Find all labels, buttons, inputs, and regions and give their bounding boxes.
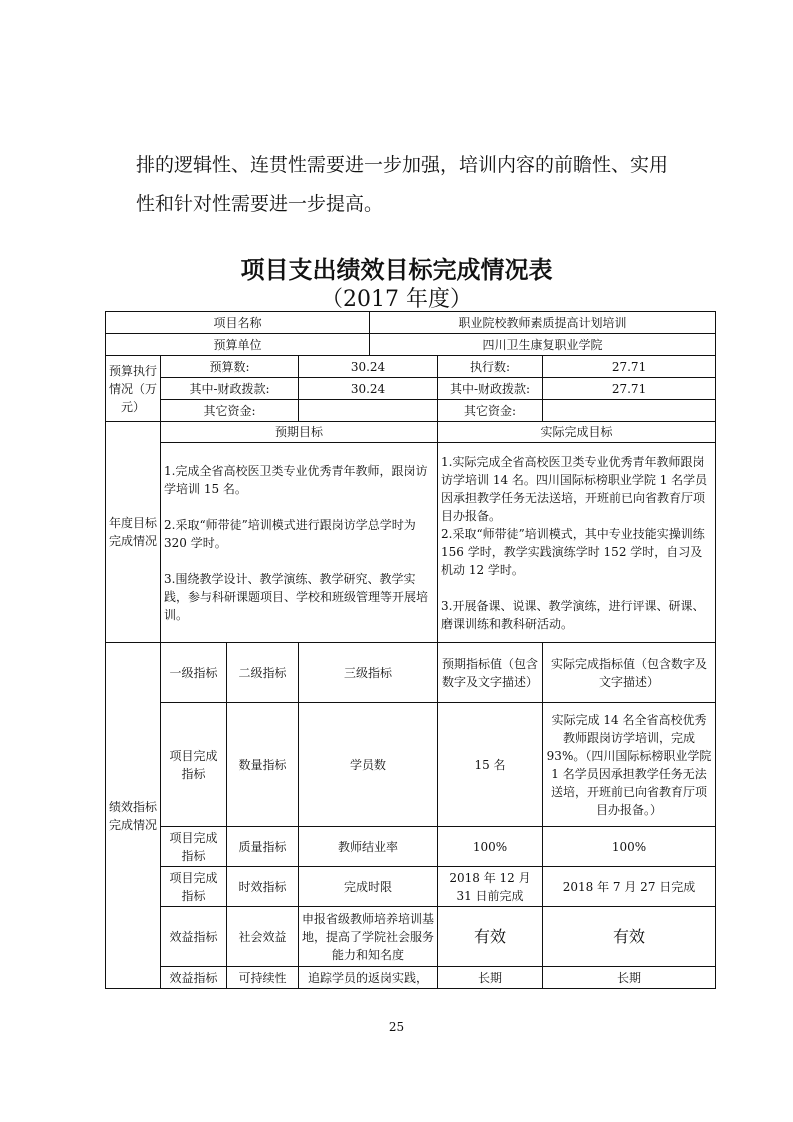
budget-unit-row [106, 334, 716, 356]
level3-cell: 教师结业率 [299, 827, 438, 867]
expected-goal-header: 预期目标 [161, 422, 438, 443]
expected-value-cell: 长期 [438, 967, 543, 989]
performance-table [105, 311, 716, 989]
page-number: 25 [388, 1020, 405, 1034]
exec-label: 执行数: [438, 356, 543, 378]
level2-cell: 时效指标 [227, 867, 299, 907]
budget-unit-label: 预算单位 [106, 334, 370, 356]
level1-cell: 效益指标 [161, 967, 227, 989]
budget-value: 30.24 [299, 356, 438, 378]
finance-exec-value: 27.71 [543, 378, 716, 400]
intro-paragraph [136, 146, 696, 224]
level1-cell: 项目完成指标 [161, 867, 227, 907]
actual-goal-header: 实际完成目标 [438, 422, 716, 443]
level3-cell: 学员数 [299, 703, 438, 827]
level1-header: 一级指标 [161, 643, 227, 703]
exec-value: 27.71 [543, 356, 716, 378]
level2-header: 二级指标 [227, 643, 299, 703]
other-funds-row [106, 400, 716, 422]
expected-value-cell: 2018 年 12 月 31 日前完成 [438, 867, 543, 907]
other-funds-budget-value [299, 400, 438, 422]
level3-header: 三级指标 [299, 643, 438, 703]
paragraph-line-2: 性和针对性需要进一步提高。 [136, 193, 384, 215]
budget-unit-value: 四川卫生康复职业学院 [370, 334, 716, 356]
actual-value-cell: 2018 年 7 月 27 日完成 [543, 867, 716, 907]
expected-value-cell: 15 名 [438, 703, 543, 827]
indicator-header-row [106, 643, 716, 703]
actual-goal-text: 1.实际完成全省高校医卫类专业优秀青年教师跟岗访学培训 14 名。四川国际标榜职业学院 1 名学员因承担教学任务无法送培，开班前已向省教育厅项目办报备。 2.采取“师带徒”培训模式，其中专业技能实操训练 156 学时，教学实践演练学时 152 学时，自习及机动 12 学时。 3.开展备课、说课、教学演练，进行评课、研课、磨课训练和教科研活动。 [438, 443, 716, 643]
level3-cell: 完成时限 [299, 867, 438, 907]
budget-section-label: 预算执行情况（万元） [106, 356, 161, 422]
table-row [106, 827, 716, 867]
expected-value-cell: 100% [438, 827, 543, 867]
annual-section-label: 年度目标完成情况 [106, 422, 161, 643]
other-funds-label-exec: 其它资金: [438, 400, 543, 422]
annual-header-row [106, 422, 716, 443]
finance-row [106, 378, 716, 400]
level3-cell: 追踪学员的返岗实践， [299, 967, 438, 989]
annual-content-row [106, 443, 716, 643]
table-subtitle: （2017 年度） [321, 287, 472, 312]
level2-cell: 数量指标 [227, 703, 299, 827]
other-funds-label: 其它资金: [161, 400, 299, 422]
other-funds-exec-value [543, 400, 716, 422]
expected-value-cell: 有效 [438, 907, 543, 967]
table-row [106, 967, 716, 989]
project-name-row [106, 312, 716, 334]
expected-goal-text: 1.完成全省高校医卫类专业优秀青年教师，跟岗访学培训 15 名。 2.采取“师带徒”培训模式进行跟岗访学总学时为 320 学时。 3.围绕教学设计、教学演练、教学研究、教学实践，参与科研课题项目、学校和班级管理等开展培训。 [161, 443, 438, 643]
finance-label-exec: 其中-财政拨款: [438, 378, 543, 400]
actual-value-cell: 100% [543, 827, 716, 867]
budget-label: 预算数: [161, 356, 299, 378]
actual-value-cell: 有效 [543, 907, 716, 967]
budget-row [106, 356, 716, 378]
table-row [106, 907, 716, 967]
performance-section-label: 绩效指标完成情况 [106, 643, 161, 989]
expected-value-header: 预期指标值（包含数字及文字描述） [438, 643, 543, 703]
table-title: 项目支出绩效目标完成情况表 [240, 256, 553, 284]
finance-budget-value: 30.24 [299, 378, 438, 400]
level1-cell: 效益指标 [161, 907, 227, 967]
actual-value-cell: 实际完成 14 名全省高校优秀教师跟岗访学培训，完成 93%。（四川国际标榜职业学院 1 名学员因承担教学任务无法送培，开班前已向省教育厅项目办报备。） [543, 703, 716, 827]
table-row [106, 867, 716, 907]
actual-value-header: 实际完成指标值（包含数字及文字描述） [543, 643, 716, 703]
level1-cell: 项目完成指标 [161, 827, 227, 867]
project-name-label: 项目名称 [106, 312, 370, 334]
project-name-value: 职业院校教师素质提高计划培训 [370, 312, 716, 334]
level2-cell: 质量指标 [227, 827, 299, 867]
level3-cell: 申报省级教师培养培训基地，提高了学院社会服务能力和知名度 [299, 907, 438, 967]
table-row [106, 703, 716, 827]
level1-cell: 项目完成指标 [161, 703, 227, 827]
finance-label: 其中-财政拨款: [161, 378, 299, 400]
level2-cell: 社会效益 [227, 907, 299, 967]
paragraph-line-1: 排的逻辑性、连贯性需要进一步加强，培训内容的前瞻性、实用 [136, 154, 669, 176]
level2-cell: 可持续性 [227, 967, 299, 989]
actual-value-cell: 长期 [543, 967, 716, 989]
